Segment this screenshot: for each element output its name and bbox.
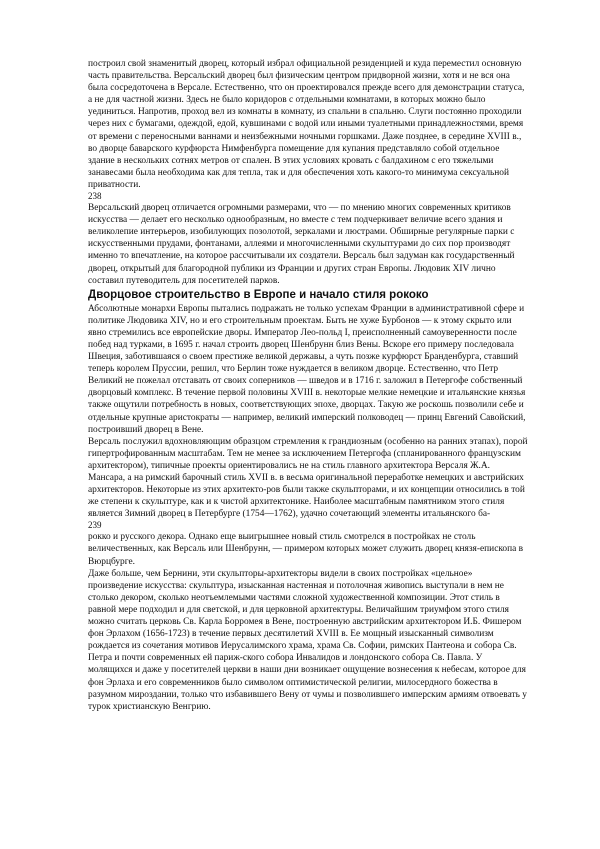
paragraph-sculptor-architects: Даже больше, чем Бернини, эти скульпторы-архитекторы видели в своих постройках «цельное» произведение искусства: скульптура, изысканная настенная и потолочная живопись выступали в нем не столько декором, сколько неотъемлемыми частями сложной художественной композиции. Этот стиль в равной мере подходил и для светской, и для церковной архитектуры. Величайшим триумфом этого стиля можно считать церковь Св. Карла Борромея в Вене, построенную австрийским архитектором И.Б. Фишером фон Эрлахом (1656-1723) в течение первых десятилетий XVIII в. Ее мощный изысканный символизм рождается из сочетания мотивов Иерусалимского храма, храма Св. Софии, римских Пантеона и собора Св. Петра и почти современных ей париж-ского собора Инвалидов и лондонского собора Св. Павла. У молящихся и даже у посетителей церкви в наши дни возникает ощущение вознесения к небесам, которое для фон Эрлаха и его современников было символом оптимистической религии, милосердного божества в разумном мироздании, только что избавившего Вену от чумы и позволившего имперским армиям отвоевать у турок христианскую Венгрию. <box>88 568 527 712</box>
paragraph-versailles-private-life: построил свой знаменитый дворец, который избрал официальной резиденцией и куда переместил основную часть правительства. Версальский дворец был физическим центром придворной жизни, хотя и не вся она была сосредоточена в Версале. Естественно, что он проектировался прежде всего для демонстрации статуса, а не для частной жизни. Здесь не было коридоров с отдельными комнатами, в которых можно было уединиться. Напротив, проход вел из комнаты в комнату, из спальни в спальню. Слуги постоянно проходили через них с бумагами, одеждой, едой, кувшинами с водой или иными туалетными принадлежностями, время от времени с переносными ваннами и неизбежными ночными горшками. Даже позднее, в середине XVIII в., во дворце баварского курфюрста Нимфенбурга помещение для купания представляло собой отдельное здание в нескольких сотнях метров от спален. В этих условиях кровать с балдахином с его тяжелыми занавесами была необходима как для тепла, так и для обеспечения хоть какого-то минимума сексуальной приватности. <box>88 59 525 190</box>
paragraph-versailles-model: Версаль послужил вдохновляющим образцом стремления к грандиозным (особенно на ранних этапах), порой гипертрофированным масштабам. Тем не менее за исключением Петергофа (спланированного французским архитектором), типичные проекты ориентировались не на стиль главного архитектора Версаля Ж.А. Мансара, а на римский барочный стиль XVII в. в весьма оригинальной переработке немецких и австрийских архитекторов. Некоторые из этих архитекто-ров были также скульпторами, и их концепции относились в той же степени к скульптуре, как и к чистой архитектонике. Наиболее масштабным памятником этого стиля является Зимний дворец в Петербурге (1754—1762), удачно сочетающий элементы итальянского ба- <box>88 436 528 520</box>
page-number: 238 <box>88 191 102 202</box>
paragraph-versailles-size: Версальский дворец отличается огромными размерами, что — по мнению многих современных критиков искусства — делает его несколько однообразным, но вместе с тем подчеркивает величие всего здания и великолепие интерьеров, изобилующих позолотой, зеркалами и люстрами. Обширные регулярные парки с искусственными прудами, фонтанами, аллеями и многочисленными скульптурами до сих пор производят именно то впечатление, на которое рассчитывали их создатели. Версаль был задуман как государственный дворец, открытый для благородной публики из Франции и других стран Европы. Людовик XIV лично составил путеводитель для посетителей парков. <box>88 203 515 286</box>
document-page <box>88 58 528 713</box>
section-heading: Дворцовое строительство в Европе и начало стиля рококо <box>88 288 429 301</box>
paragraph-european-monarchs: Абсолютные монархи Европы пытались подражать не только успехам Франции в административной сфере и политике Людовика XIV, но и его строительным проектам. Быть не хуже Бурбонов — к этому скрыто или явно стремились все европейские дворы. Император Лео-польд I, преисполненный самоуверенности после побед над турками, в 1695 г. начал строить дворец Шенбрунн близ Вены. Вскоре его примеру последовала Швеция, заботившаяся о своем престиже великой державы, а чуть позже курфюрст Бранденбурга, ставший теперь королем Пруссии, решил, что Берлин тоже нуждается в великом дворце. Естественно, что Петр Великий не пожелал отставать от своих соперников — шведов и в 1716 г. заложил в Петергофе собственный дворцовый комплекс. В течение первой половины XVIII в. некоторые мелкие немецкие и итальянские князья также ощутили потребность в новых, соответствующих эпохе, дворцах. Такую же роскошь позволили себе и отдельные крупные аристократы — например, великий имперский полководец — принц Евгений Савойский, построивший дворец в Вене. <box>88 303 526 435</box>
page-number: 239 <box>88 520 102 531</box>
paragraph-new-style: рокко и русского декора. Однако еще выигрышнее новый стиль смотрелся в постройках не столь величественных, как Версаль или Шенбрунн, — примером которых может служить дворец князя-епископа в Вюрцбурге. <box>88 532 524 567</box>
